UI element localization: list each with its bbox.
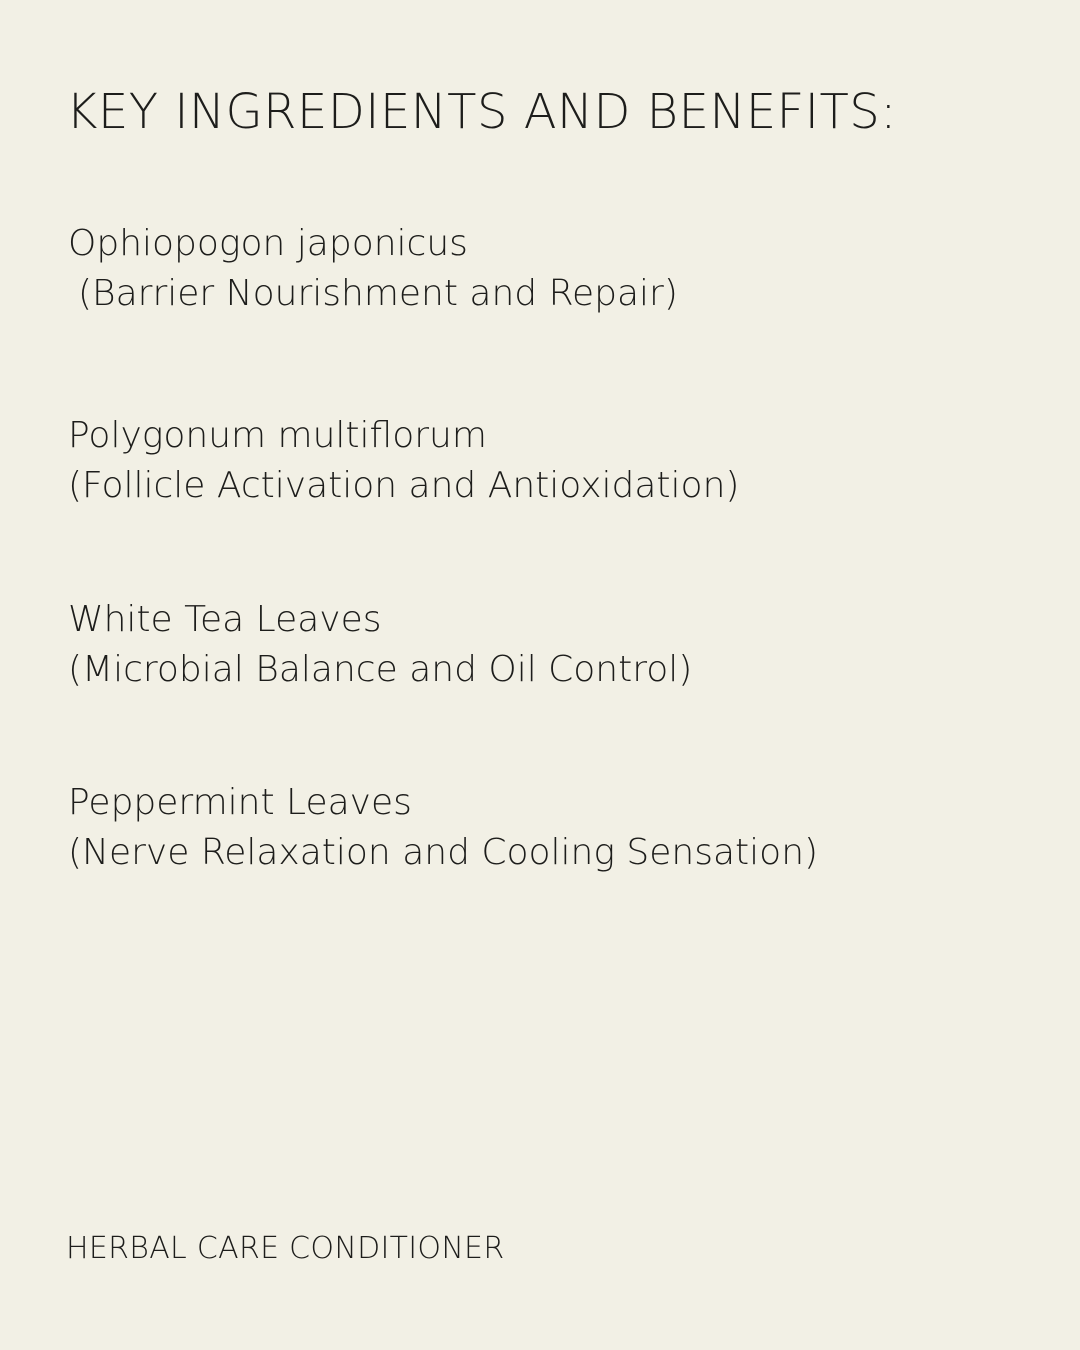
ingredient-benefit: (Follicle Activation and Antioxidation) — [68, 465, 740, 506]
product-name: HERBAL CARE CONDITIONER — [66, 1231, 505, 1266]
ingredient-item — [68, 595, 692, 695]
ingredient-benefit: (Microbial Balance and Oil Control) — [68, 649, 693, 690]
page-title: KEY INGREDIENTS AND BENEFITS: — [66, 84, 897, 140]
ingredient-item — [68, 219, 678, 319]
ingredient-name: Peppermint Leaves — [68, 782, 412, 823]
ingredient-name: Polygonum multiflorum — [68, 415, 487, 456]
ingredient-benefit: (Barrier Nourishment and Repair) — [78, 273, 678, 314]
ingredient-item — [68, 778, 818, 878]
ingredient-name: White Tea Leaves — [68, 599, 382, 640]
ingredient-item — [68, 411, 739, 511]
ingredient-benefit: (Nerve Relaxation and Cooling Sensation) — [68, 832, 819, 873]
ingredient-name: Ophiopogon japonicus — [68, 223, 468, 264]
